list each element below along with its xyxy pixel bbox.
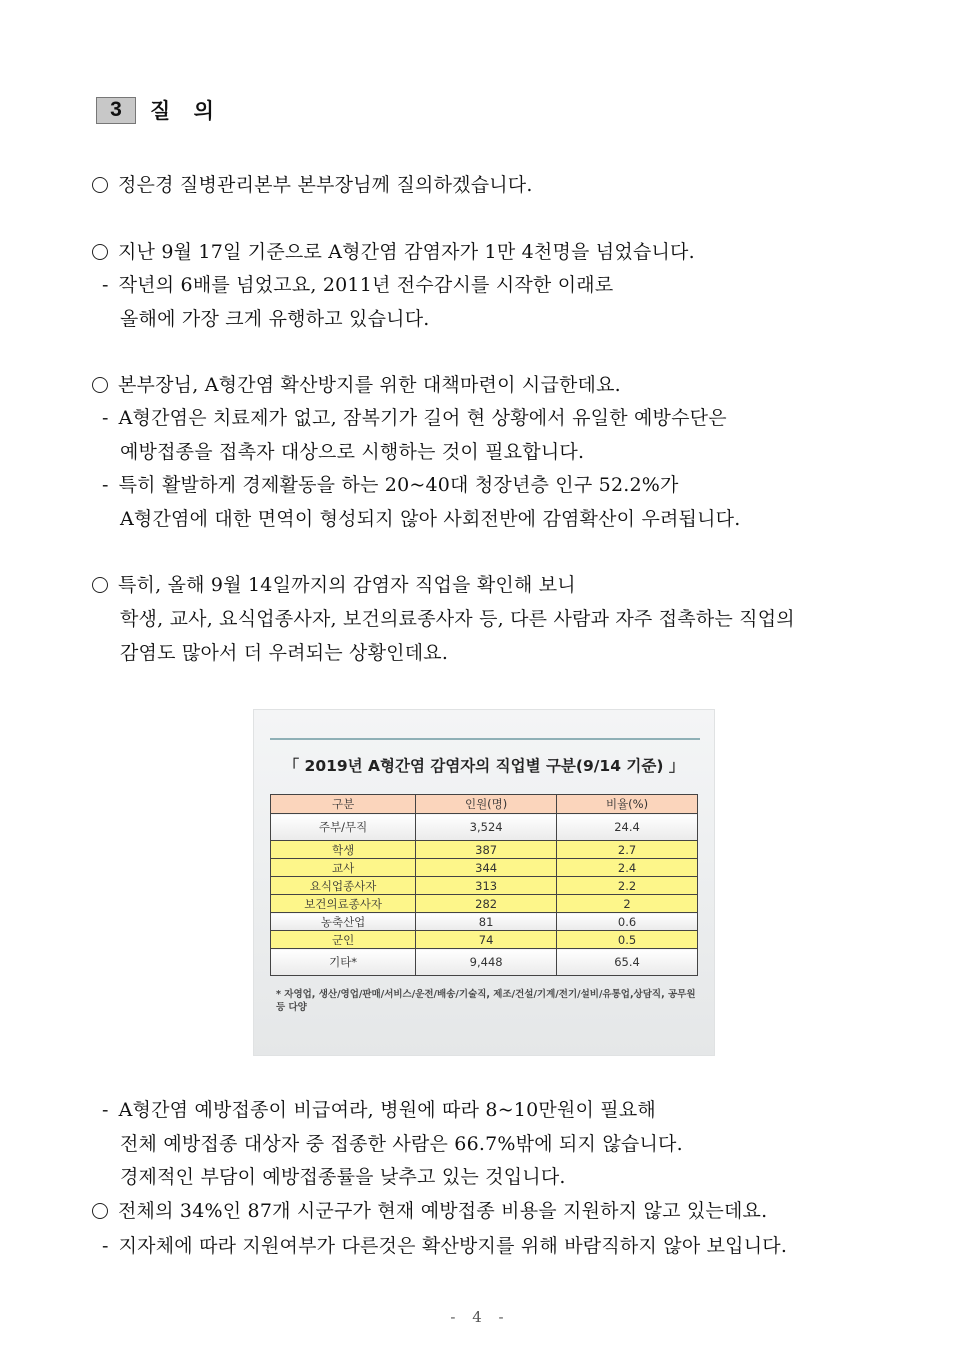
dash-bullet-icon: - bbox=[102, 274, 109, 296]
paragraph-text: 본부장님, A형간염 확산방지를 위한 대책마련이 시급한데요. bbox=[118, 374, 621, 396]
cell-category: 보건의료종사자 bbox=[271, 895, 416, 913]
occupation-slide-image bbox=[254, 710, 714, 1055]
slide-footnote: * 자영업, 생산/영업/판매/서비스/운전/배송/기술직, 제조/건설/기계/전기/설비/유통업,상담직, 공무원 등 다양 bbox=[276, 989, 696, 1013]
cell-ratio: 2.2 bbox=[557, 877, 698, 895]
paragraph-text: 예방접종을 접촉자 대상으로 시행하는 것이 필요합니다. bbox=[120, 441, 585, 463]
dash-bullet-icon: - bbox=[102, 1099, 109, 1121]
table-row bbox=[271, 841, 698, 859]
dash-bullet-icon: - bbox=[102, 474, 109, 496]
header-ratio: 비율(%) bbox=[557, 795, 698, 814]
cell-count: 74 bbox=[416, 931, 557, 949]
paragraph-line bbox=[92, 174, 533, 196]
paragraph-line bbox=[120, 1133, 683, 1155]
paragraph-text: 학생, 교사, 요식업종사자, 보건의료종사자 등, 다른 사람과 자주 접촉하는 직업의 bbox=[120, 608, 795, 630]
paragraph-text: 올해에 가장 크게 유행하고 있습니다. bbox=[120, 308, 430, 330]
circle-bullet-icon bbox=[92, 377, 108, 393]
paragraph-text: 지난 9월 17일 기준으로 A형간염 감염자가 1만 4천명을 넘었습니다. bbox=[118, 241, 695, 263]
table-row bbox=[271, 814, 698, 841]
table-row bbox=[271, 913, 698, 931]
cell-category: 군인 bbox=[271, 931, 416, 949]
cell-ratio: 24.4 bbox=[557, 814, 698, 841]
paragraph-text: 전체의 34%인 87개 시군구가 현재 예방접종 비용을 지원하지 않고 있는데요. bbox=[118, 1200, 768, 1222]
paragraph-line bbox=[120, 308, 430, 330]
paragraph-text: 정은경 질병관리본부 본부장님께 질의하겠습니다. bbox=[118, 174, 533, 196]
cell-count: 3,524 bbox=[416, 814, 557, 841]
paragraph-text: 지자체에 따라 지원여부가 다른것은 확산방지를 위해 바람직하지 않아 보입니다. bbox=[118, 1235, 788, 1257]
occupation-table bbox=[270, 794, 698, 976]
cell-category: 농축산업 bbox=[271, 913, 416, 931]
slide-title: 「 2019년 A형간염 감염자의 직업별 구분(9/14 기준) 」 bbox=[283, 757, 685, 775]
section-title: 질 의 bbox=[150, 99, 222, 123]
cell-count: 282 bbox=[416, 895, 557, 913]
section-heading bbox=[96, 95, 222, 125]
paragraph-line bbox=[120, 441, 584, 463]
cell-category: 교사 bbox=[271, 859, 416, 877]
paragraph-text: 경제적인 부담이 예방접종률을 낮추고 있는 것입니다. bbox=[120, 1166, 566, 1188]
cell-ratio: 2 bbox=[557, 895, 698, 913]
slide-divider bbox=[270, 738, 700, 740]
paragraph-text: 전체 예방접종 대상자 중 접종한 사람은 66.7%밖에 되지 않습니다. bbox=[120, 1133, 683, 1155]
paragraph-line bbox=[120, 642, 448, 664]
section-number-box: 3 bbox=[96, 97, 136, 124]
cell-category: 학생 bbox=[271, 841, 416, 859]
cell-ratio: 0.6 bbox=[557, 913, 698, 931]
cell-count: 387 bbox=[416, 841, 557, 859]
cell-count: 9,448 bbox=[416, 949, 557, 976]
table-row bbox=[271, 949, 698, 976]
paragraph-line bbox=[120, 1166, 566, 1188]
cell-count: 344 bbox=[416, 859, 557, 877]
paragraph-text: A형간염은 치료제가 없고, 잠복기가 길어 현 상황에서 유일한 예방수단은 bbox=[118, 407, 727, 429]
paragraph-line bbox=[92, 1200, 767, 1222]
cell-count: 313 bbox=[416, 877, 557, 895]
header-count: 인원(명) bbox=[416, 795, 557, 814]
cell-category: 기타* bbox=[271, 949, 416, 976]
paragraph-line bbox=[92, 574, 576, 596]
cell-ratio: 65.4 bbox=[557, 949, 698, 976]
table-header-row bbox=[271, 795, 698, 814]
table-row bbox=[271, 877, 698, 895]
circle-bullet-icon bbox=[92, 244, 108, 260]
cell-ratio: 0.5 bbox=[557, 931, 698, 949]
cell-ratio: 2.7 bbox=[557, 841, 698, 859]
paragraph-text: A형간염에 대한 면역이 형성되지 않아 사회전반에 감염확산이 우려됩니다. bbox=[120, 508, 741, 530]
page-number: - 4 - bbox=[450, 1308, 510, 1326]
paragraph-text: 감염도 많아서 더 우려되는 상황인데요. bbox=[120, 642, 449, 664]
paragraph-text: 특히 활발하게 경제활동을 하는 20~40대 청장년층 인구 52.2%가 bbox=[118, 474, 679, 496]
table-row bbox=[271, 859, 698, 877]
circle-bullet-icon bbox=[92, 1203, 108, 1219]
table-row bbox=[271, 931, 698, 949]
paragraph-line bbox=[102, 474, 679, 496]
header-category: 구분 bbox=[271, 795, 416, 814]
circle-bullet-icon bbox=[92, 177, 108, 193]
paragraph-text: 작년의 6배를 넘었고요, 2011년 전수감시를 시작한 이래로 bbox=[118, 274, 614, 296]
paragraph-text: 특히, 올해 9월 14일까지의 감염자 직업을 확인해 보니 bbox=[118, 574, 576, 596]
cell-ratio: 2.4 bbox=[557, 859, 698, 877]
paragraph-line bbox=[120, 508, 740, 530]
cell-category: 주부/무직 bbox=[271, 814, 416, 841]
cell-category: 요식업종사자 bbox=[271, 877, 416, 895]
paragraph-line bbox=[102, 407, 727, 429]
table-row bbox=[271, 895, 698, 913]
paragraph-line bbox=[102, 274, 613, 296]
cell-count: 81 bbox=[416, 913, 557, 931]
dash-bullet-icon: - bbox=[102, 407, 109, 429]
paragraph-line bbox=[92, 241, 695, 263]
dash-bullet-icon: - bbox=[102, 1235, 109, 1257]
circle-bullet-icon bbox=[92, 577, 108, 593]
paragraph-line bbox=[102, 1235, 787, 1257]
paragraph-line bbox=[120, 608, 795, 630]
paragraph-text: A형간염 예방접종이 비급여라, 병원에 따라 8~10만원이 필요해 bbox=[118, 1099, 656, 1121]
paragraph-line bbox=[102, 1099, 656, 1121]
paragraph-line bbox=[92, 374, 621, 396]
